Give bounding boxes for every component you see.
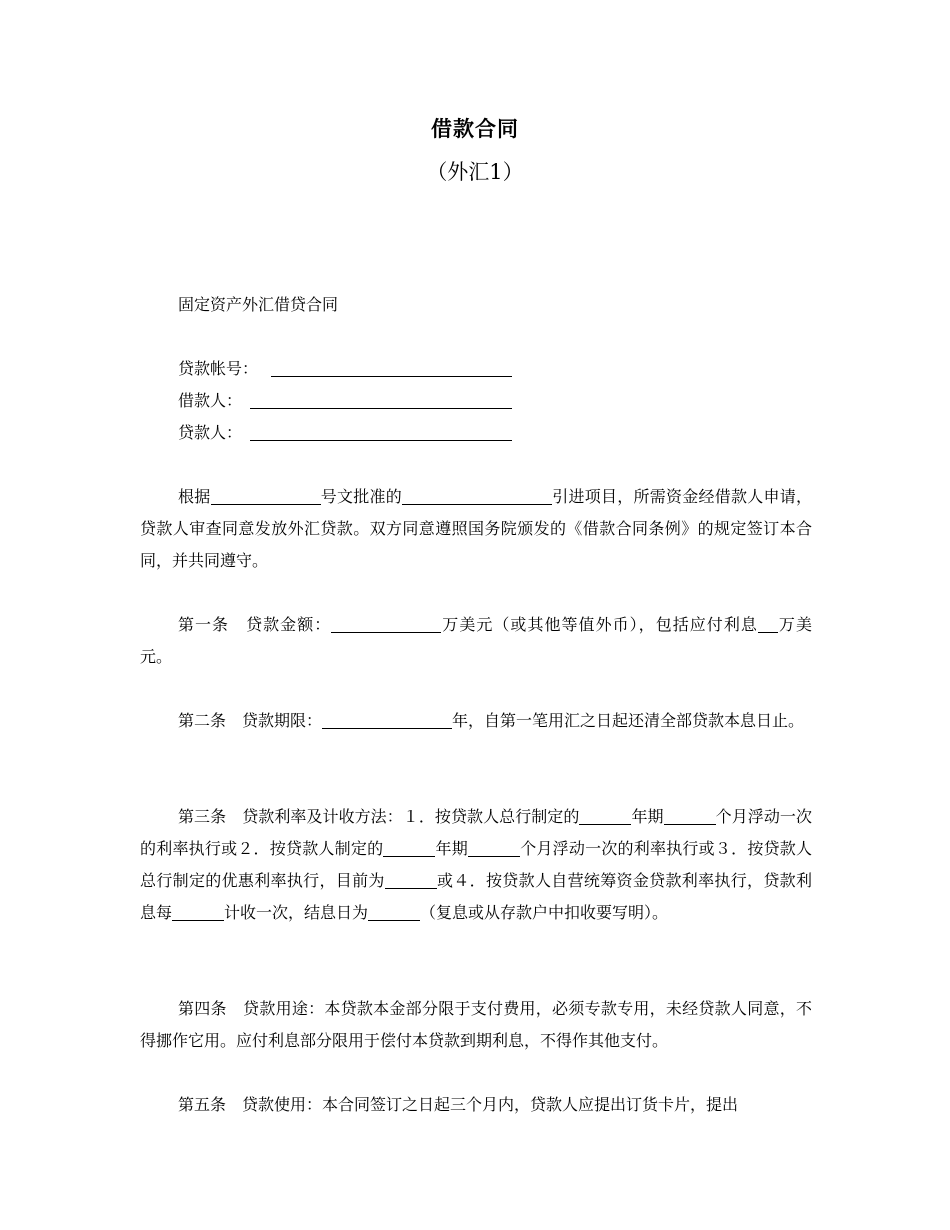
article-2-text-a: 贷款期限：	[242, 711, 323, 730]
loan-amount-blank[interactable]	[331, 614, 441, 633]
settlement-date-blank[interactable]	[368, 902, 420, 921]
article-3-number: 第三条	[178, 807, 227, 826]
article-2	[140, 705, 812, 737]
article-3-text-c: 个月浮动一次的利率执行或２．按贷款人制定的	[140, 807, 812, 858]
article-3-text-g: 计收一次，结息日为	[224, 903, 369, 922]
article-1-text-c: 万美元。	[140, 615, 812, 666]
borrower-label: 借款人：	[178, 391, 243, 410]
document-title: 借款合同	[431, 117, 519, 141]
current-rate-blank[interactable]	[385, 870, 437, 889]
preamble-text-3: 引进项目，所需资金经借款人申请，贷款人审查同意发放外汇贷款。双方同意遵照国务院颁发的《借款合同条例》的规定签订本合同，并共同遵守。	[140, 487, 812, 570]
rate-months-blank-1[interactable]	[664, 806, 716, 825]
article-3-text-d: 年期	[435, 839, 468, 858]
borrower-blank[interactable]	[250, 408, 512, 409]
article-3-text-f: 或４．按贷款人自营统筹资金贷款利率执行，贷款利息每	[140, 871, 812, 922]
interest-period-blank[interactable]	[172, 902, 224, 921]
loan-term-blank[interactable]	[322, 710, 452, 729]
lender-label: 贷款人：	[178, 423, 243, 442]
article-3-text-b: 年期	[631, 807, 664, 826]
article-1	[140, 609, 812, 673]
rate-months-blank-2[interactable]	[468, 838, 520, 857]
article-1-text-a: 贷款金额：	[245, 615, 332, 634]
loan-account-blank[interactable]	[271, 376, 512, 377]
article-4-number: 第四条	[178, 999, 227, 1018]
article-4-text: 贷款用途：本贷款本金部分限于支付费用，必须专款专用，未经贷款人同意，不得挪作它用。应付利息部分限用于偿付本贷款到期利息，不得作其他支付。	[140, 999, 812, 1050]
article-3-text-e: 个月浮动一次的利率执行或３．按贷款人总行制定的优惠利率执行，目前为	[140, 839, 812, 890]
article-4	[140, 993, 812, 1057]
article-1-number: 第一条	[178, 615, 230, 634]
contract-type-heading: 固定资产外汇借贷合同	[178, 295, 339, 314]
document-subtitle: （外汇1）	[426, 160, 524, 184]
approval-doc-number-blank[interactable]	[211, 486, 321, 505]
preamble-text-2: 号文批准的	[320, 487, 402, 506]
article-3-text-h: （复息或从存款户中扣收要写明）。	[420, 903, 669, 922]
loan-account-label: 贷款帐号：	[178, 359, 259, 378]
article-1-text-b: 万美元（或其他等值外币），包括应付利息	[441, 615, 758, 634]
lender-blank[interactable]	[250, 440, 512, 441]
preamble-paragraph	[140, 481, 812, 577]
preamble-text-1: 根据	[178, 487, 211, 506]
project-name-blank[interactable]	[402, 486, 552, 505]
article-3	[140, 801, 812, 929]
article-5	[140, 1089, 812, 1121]
article-3-text-a: 贷款利率及计收方法：１．按贷款人总行制定的	[242, 807, 580, 826]
article-5-number: 第五条	[178, 1095, 227, 1114]
article-5-text: 贷款使用：本合同签订之日起三个月内，贷款人应提出订货卡片，提出	[242, 1095, 739, 1114]
rate-years-blank-1[interactable]	[579, 806, 631, 825]
article-2-text-b: 年，自第一笔用汇之日起还清全部贷款本息日止。	[452, 711, 805, 730]
rate-years-blank-2[interactable]	[383, 838, 435, 857]
interest-amount-blank[interactable]	[758, 614, 778, 633]
article-2-number: 第二条	[178, 711, 227, 730]
